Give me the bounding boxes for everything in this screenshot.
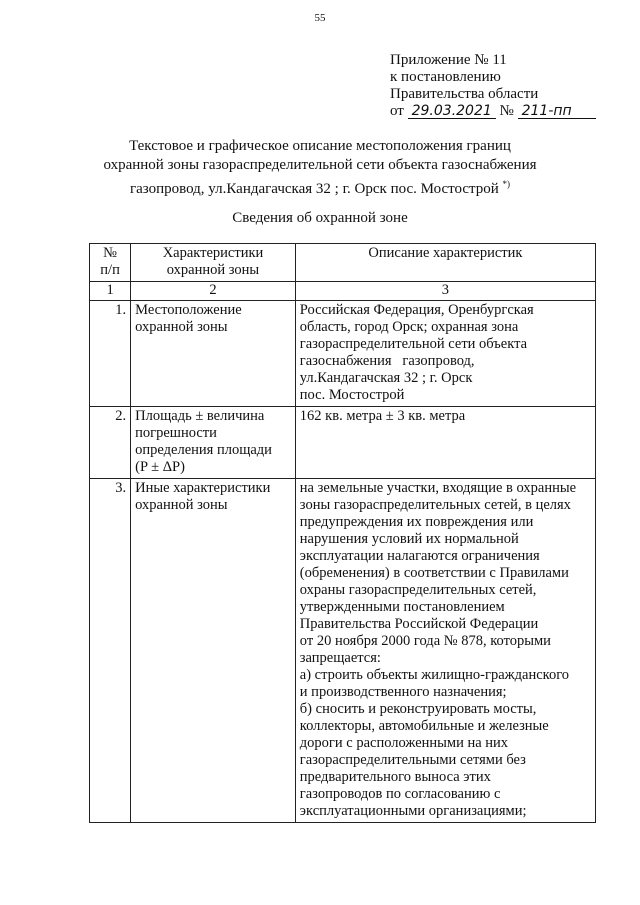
row-number: 1. bbox=[90, 301, 131, 407]
row-characteristic bbox=[131, 407, 296, 479]
appendix-date-line bbox=[390, 103, 596, 120]
column-number: 3 bbox=[295, 282, 595, 301]
title-line-2: охранной зоны газораспределительной сети объекта газоснабжения bbox=[103, 157, 537, 173]
description-line: предварительного выноса этих bbox=[299, 769, 491, 785]
description-line: 162 кв. метра ± 3 кв. метра bbox=[299, 408, 466, 424]
characteristic-line: Иные характеристики bbox=[135, 480, 271, 496]
description-line: Российская Федерация, Оренбургская bbox=[299, 302, 534, 318]
description-line: на земельные участки, входящие в охранные bbox=[299, 480, 577, 496]
description-line: охраны газораспределительных сетей, bbox=[299, 582, 537, 598]
description-line: коллекторы, автомобильные и железные bbox=[299, 718, 549, 734]
characteristic-line: охранной зоны bbox=[135, 497, 228, 513]
row-number: 2. bbox=[90, 407, 131, 479]
description-line: пос. Мостострой bbox=[299, 387, 405, 403]
table-row bbox=[90, 301, 596, 407]
handwritten-date: 29.03.2021 bbox=[408, 104, 496, 119]
appendix-line-2: к постановлению bbox=[390, 69, 501, 85]
characteristic-line: Площадь ± величина bbox=[135, 408, 265, 424]
header-number-line-2: п/п bbox=[100, 262, 120, 278]
appendix-line-3: Правительства области bbox=[390, 86, 539, 102]
date-prefix: от bbox=[390, 103, 404, 119]
header-characteristics bbox=[131, 244, 296, 282]
description-line: ул.Кандагачская 32 ; г. Орск bbox=[299, 370, 473, 386]
description-line: газоснабжения газопровод, bbox=[299, 353, 475, 369]
characteristic-line: определения площади bbox=[135, 442, 272, 458]
description-line: б) сносить и реконструировать мосты, bbox=[299, 701, 537, 717]
handwritten-number: 211-пп bbox=[518, 104, 596, 119]
description-line: область, город Орск; охранная зона bbox=[299, 319, 519, 335]
appendix-line-1: Приложение № 11 bbox=[390, 52, 507, 68]
title-line-3 bbox=[60, 175, 580, 199]
characteristic-line: (P ± ΔP) bbox=[135, 459, 185, 475]
title-line-1: Текстовое и графическое описание местоположения границ bbox=[129, 138, 511, 154]
header-characteristics-line-2: охранной зоны bbox=[166, 262, 260, 278]
description-line: эксплуатационными организациями; bbox=[299, 803, 527, 819]
description-line: (обременения) в соответствии с Правилами bbox=[299, 565, 569, 581]
characteristic-line: погрешности bbox=[135, 425, 217, 441]
row-characteristic bbox=[131, 301, 296, 407]
description-line: Правительства Российской Федерации bbox=[299, 616, 539, 632]
title-line-3-text: газопровод, ул.Кандагачская 32 ; г. Орск пос. Мостострой bbox=[129, 181, 499, 197]
row-number: 3. bbox=[90, 479, 131, 823]
column-number-row bbox=[90, 282, 596, 301]
description-line: дороги с расположенными на них bbox=[299, 735, 509, 751]
row-description bbox=[295, 479, 595, 823]
footnote-mark: *) bbox=[502, 179, 511, 189]
table-row bbox=[90, 407, 596, 479]
header-characteristics-line-1: Характеристики bbox=[162, 245, 264, 261]
description-line: а) строить объекты жилищно-гражданского bbox=[299, 667, 570, 683]
description-line: зоны газораспределительных сетей, в целях bbox=[299, 497, 571, 513]
description-line: газопроводов по согласованию с bbox=[299, 786, 501, 802]
description-line: эксплуатации налагаются ограничения bbox=[299, 548, 540, 564]
header-description: Описание характеристик bbox=[295, 244, 595, 282]
table-header-row bbox=[90, 244, 596, 282]
characteristic-line: Местоположение bbox=[135, 302, 242, 318]
description-line: от 20 ноября 2000 года № 878, которыми bbox=[299, 633, 551, 649]
page-number: 55 bbox=[314, 12, 326, 24]
column-number: 2 bbox=[131, 282, 296, 301]
table-row bbox=[90, 479, 596, 823]
column-number: 1 bbox=[90, 282, 131, 301]
number-prefix: № bbox=[499, 103, 514, 119]
section-title: Сведения об охранной зоне bbox=[232, 210, 408, 226]
description-line: утвержденными постановлением bbox=[299, 599, 505, 615]
header-number-line-1: № bbox=[103, 245, 117, 261]
description-line: предупреждения их повреждения или bbox=[299, 514, 534, 530]
row-characteristic bbox=[131, 479, 296, 823]
characteristic-line: охранной зоны bbox=[135, 319, 228, 335]
description-line: запрещается: bbox=[299, 650, 381, 666]
row-description bbox=[295, 407, 595, 479]
document-title bbox=[60, 137, 580, 199]
description-line: нарушения условий их нормальной bbox=[299, 531, 519, 547]
protection-zone-table bbox=[89, 243, 596, 823]
header-number bbox=[90, 244, 131, 282]
row-description bbox=[295, 301, 595, 407]
appendix-block bbox=[390, 52, 596, 120]
description-line: и производственного назначения; bbox=[299, 684, 507, 700]
description-line: газораспределительными сетями без bbox=[299, 752, 526, 768]
description-line: газораспределительной сети объекта bbox=[299, 336, 528, 352]
